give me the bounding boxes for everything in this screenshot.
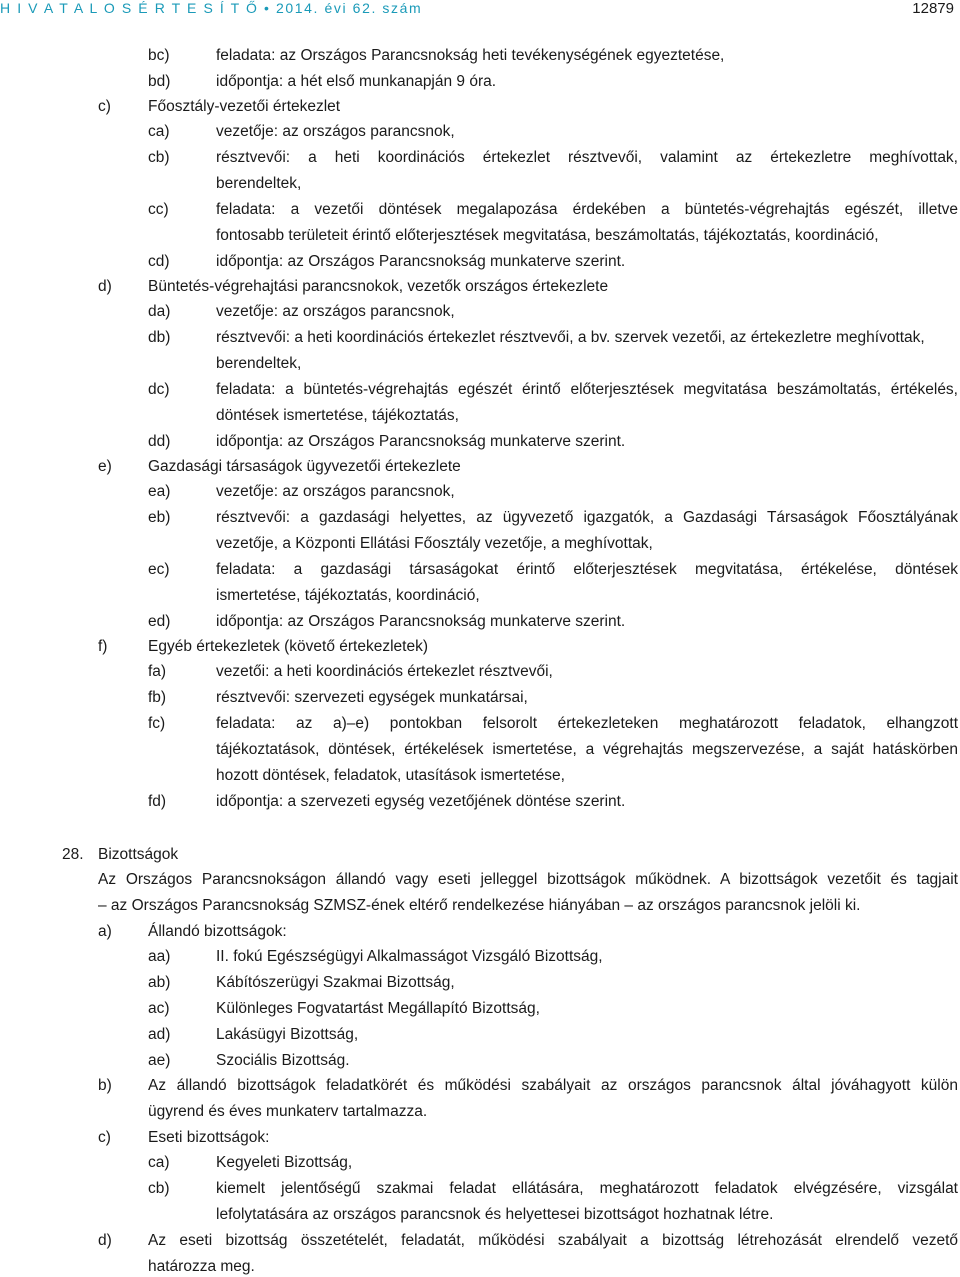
- item-label: cc): [148, 201, 169, 218]
- item-label: fa): [148, 663, 167, 680]
- text-line: időpontja: az Országos Parancsnokság munkaterve szerint.: [216, 253, 626, 270]
- text-line: Az állandó bizottságok feladatkörét és működési szabályait az országos parancsnok által jóváhagyott külön: [148, 1077, 958, 1094]
- text-line: berendeltek,: [216, 175, 302, 192]
- item-label: db): [148, 329, 171, 346]
- item-label: ed): [148, 613, 171, 630]
- text-line: ismertetése, tájékoztatás, koordináció,: [216, 587, 480, 604]
- text-line: Eseti bizottságok:: [148, 1129, 270, 1146]
- item-label: c): [98, 98, 111, 115]
- text-line: résztvevői: a heti koordinációs értekezlet résztvevői, valamint az értekezletre meghívottak,: [216, 149, 958, 166]
- item-label: ea): [148, 483, 171, 500]
- text-line: Az eseti bizottság összetételét, feladatát, működési szabályait a bizottság létrehozását elrendelő vezető: [148, 1232, 958, 1249]
- text-line: hozott döntések, feladatok, utasítások ismertetése,: [216, 767, 565, 784]
- item-label: ae): [148, 1052, 171, 1069]
- item-label: cb): [148, 1180, 170, 1197]
- item-label: ec): [148, 561, 170, 578]
- text-line: tájékoztatások, döntések, értékelések ismertetése, a végrehajtás megszervezése, a saját hatáskörben: [216, 741, 958, 758]
- item-label: c): [98, 1129, 111, 1146]
- item-label: bd): [148, 73, 171, 90]
- text-line: vezetője: az országos parancsnok,: [216, 483, 455, 500]
- text-line: Büntetés-végrehajtási parancsnokok, vezetők országos értekezlete: [148, 278, 609, 295]
- text-line: Lakásügyi Bizottság,: [216, 1026, 359, 1043]
- text-line: II. fokú Egészségügyi Alkalmasságot Vizsgáló Bizottság,: [216, 948, 603, 965]
- text-line: résztvevői: szervezeti egységek munkatársai,: [216, 689, 528, 706]
- text-line: vezetője, a Központi Ellátási Főosztály vezetője, a meghívottak,: [216, 535, 653, 552]
- item-label: aa): [148, 948, 171, 965]
- text-line: Szociális Bizottság.: [216, 1052, 350, 1069]
- text-line: kiemelt jelentőségű szakmai feladat ellátására, meghatározott feladatok elvégzésére, vizsgálat: [216, 1180, 958, 1197]
- text-line: résztvevői: a heti koordinációs értekezlet résztvevői, a bv. szervek vezetői, az értekezletre meghívottak,: [216, 329, 925, 346]
- item-label: cd): [148, 253, 170, 270]
- text-line: Főosztály-vezetői értekezlet: [148, 98, 341, 115]
- text-line: ‒ az Országos Parancsnokság SZMSZ-ének eltérő rendelkezése hiányában ‒ az országos parancsnok jelöli ki.: [98, 897, 861, 914]
- item-label: ad): [148, 1026, 171, 1043]
- text-line: Gazdasági társaságok ügyvezetői értekezlete: [148, 458, 461, 475]
- text-line: időpontja: az Országos Parancsnokság munkaterve szerint.: [216, 433, 626, 450]
- text-line: fontosabb területeit érintő előterjesztések megvitatása, beszámoltatás, tájékoztatás, koordináció,: [216, 227, 879, 244]
- text-line: határozza meg.: [148, 1258, 255, 1275]
- text-line: döntések ismertetése, tájékoztatás,: [216, 407, 459, 424]
- text-line: időpontja: az Országos Parancsnokság munkaterve szerint.: [216, 613, 626, 630]
- item-label: b): [98, 1077, 112, 1094]
- journal-title: H I V A T A L O S É R T E S Í T Ő • 2014. évi 62. szám: [0, 0, 423, 16]
- item-label: f): [98, 638, 108, 655]
- text-line: Egyéb értekezletek (követő értekezletek): [148, 638, 428, 655]
- text-line: feladata: a gazdasági társaságokat érintő előterjesztések megvitatása, értékelése, döntések: [216, 561, 958, 578]
- item-label: eb): [148, 509, 171, 526]
- text-line: feladata: a büntetés-végrehajtás egészét érintő előterjesztések megvitatása beszámoltatás, értékelés,: [216, 381, 958, 398]
- text-line: vezetője: az országos parancsnok,: [216, 123, 455, 140]
- text-line: feladata: az Országos Parancsnokság heti tevékenységének egyeztetése,: [216, 47, 725, 64]
- item-label: 28.: [62, 846, 84, 863]
- item-label: d): [98, 1232, 112, 1249]
- text-line: lefolytatására az országos parancsnok és helyettesei bizottságot hozhatnak létre.: [216, 1206, 774, 1223]
- text-line: időpontja: a hét első munkanapján 9 óra.: [216, 73, 497, 90]
- page-number: 12879: [912, 0, 954, 17]
- item-label: e): [98, 458, 112, 475]
- item-label: a): [98, 923, 112, 940]
- item-label: ab): [148, 974, 171, 991]
- text-line: vezetői: a heti koordinációs értekezlet résztvevői,: [216, 663, 553, 680]
- item-label: ac): [148, 1000, 170, 1017]
- text-line: Állandó bizottságok:: [148, 923, 287, 940]
- item-label: dc): [148, 381, 170, 398]
- item-label: fb): [148, 689, 167, 706]
- item-label: ca): [148, 123, 170, 140]
- page-header: [0, 0, 960, 20]
- item-label: ca): [148, 1154, 170, 1171]
- text-line: vezetője: az országos parancsnok,: [216, 303, 455, 320]
- item-label: d): [98, 278, 112, 295]
- text-line: résztvevői: a gazdasági helyettes, az ügyvezető igazgatók, a Gazdasági Társaságok Főosztályának: [216, 509, 958, 526]
- text-line: Különleges Fogvatartást Megállapító Bizottság,: [216, 1000, 540, 1017]
- text-line: berendeltek,: [216, 355, 302, 372]
- text-line: feladata: az a)‒e) pontokban felsorolt értekezleteken meghatározott feladatok, elhangzott: [216, 715, 958, 732]
- item-label: cb): [148, 149, 170, 166]
- text-line: időpontja: a szervezeti egység vezetőjének döntése szerint.: [216, 793, 626, 810]
- item-label: fd): [148, 793, 167, 810]
- text-line: Kegyeleti Bizottság,: [216, 1154, 353, 1171]
- text-line: Az Országos Parancsnokságon állandó vagy eseti jelleggel bizottságok működnek. A bizottságok vezetőit és tagjait: [98, 871, 958, 888]
- item-label: fc): [148, 715, 166, 732]
- text-line: feladata: a vezetői döntések megalapozása érdekében a büntetés-végrehajtás egészét, illetve: [216, 201, 958, 218]
- text-line: Kábítószerügyi Szakmai Bizottság,: [216, 974, 455, 991]
- text-line: ügyrend és éves munkaterv tartalmazza.: [148, 1103, 428, 1120]
- item-label: dd): [148, 433, 171, 450]
- text-line: Bizottságok: [98, 846, 179, 863]
- item-label: bc): [148, 47, 170, 64]
- item-label: da): [148, 303, 171, 320]
